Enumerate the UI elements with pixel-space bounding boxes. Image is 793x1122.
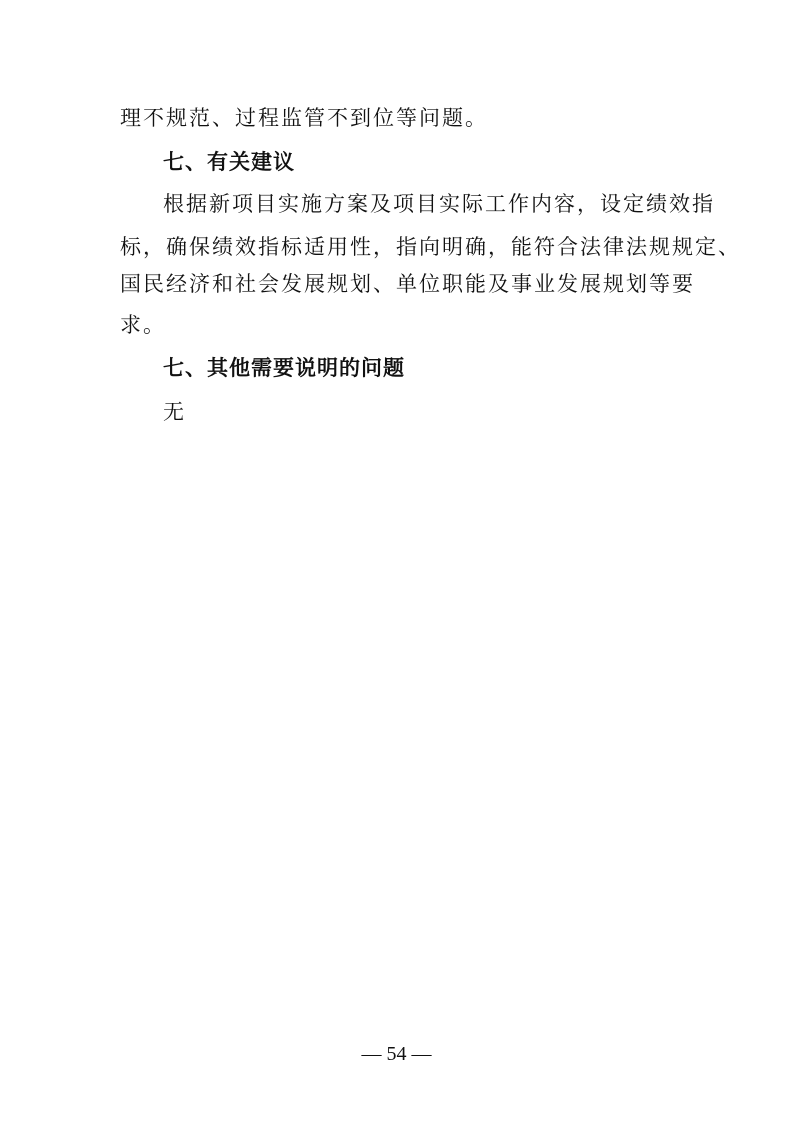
section-heading-suggestions: 七、有关建议: [163, 150, 295, 174]
paragraph-line: 国民经济和社会发展规划、单位职能及事业发展规划等要: [120, 272, 695, 296]
section-body-text: 无: [163, 400, 186, 424]
paragraph-continuation: 理不规范、过程监管不到位等问题。: [120, 106, 488, 130]
paragraph-line: 根据新项目实施方案及项目实际工作内容，设定绩效指: [163, 192, 715, 216]
page-number: — 54 —: [361, 1043, 432, 1065]
section-heading-other: 七、其他需要说明的问题: [163, 356, 405, 380]
paragraph-line: 求。: [120, 313, 166, 337]
paragraph-line: 标，确保绩效指标适用性，指向明确，能符合法律法规规定、: [120, 235, 741, 259]
